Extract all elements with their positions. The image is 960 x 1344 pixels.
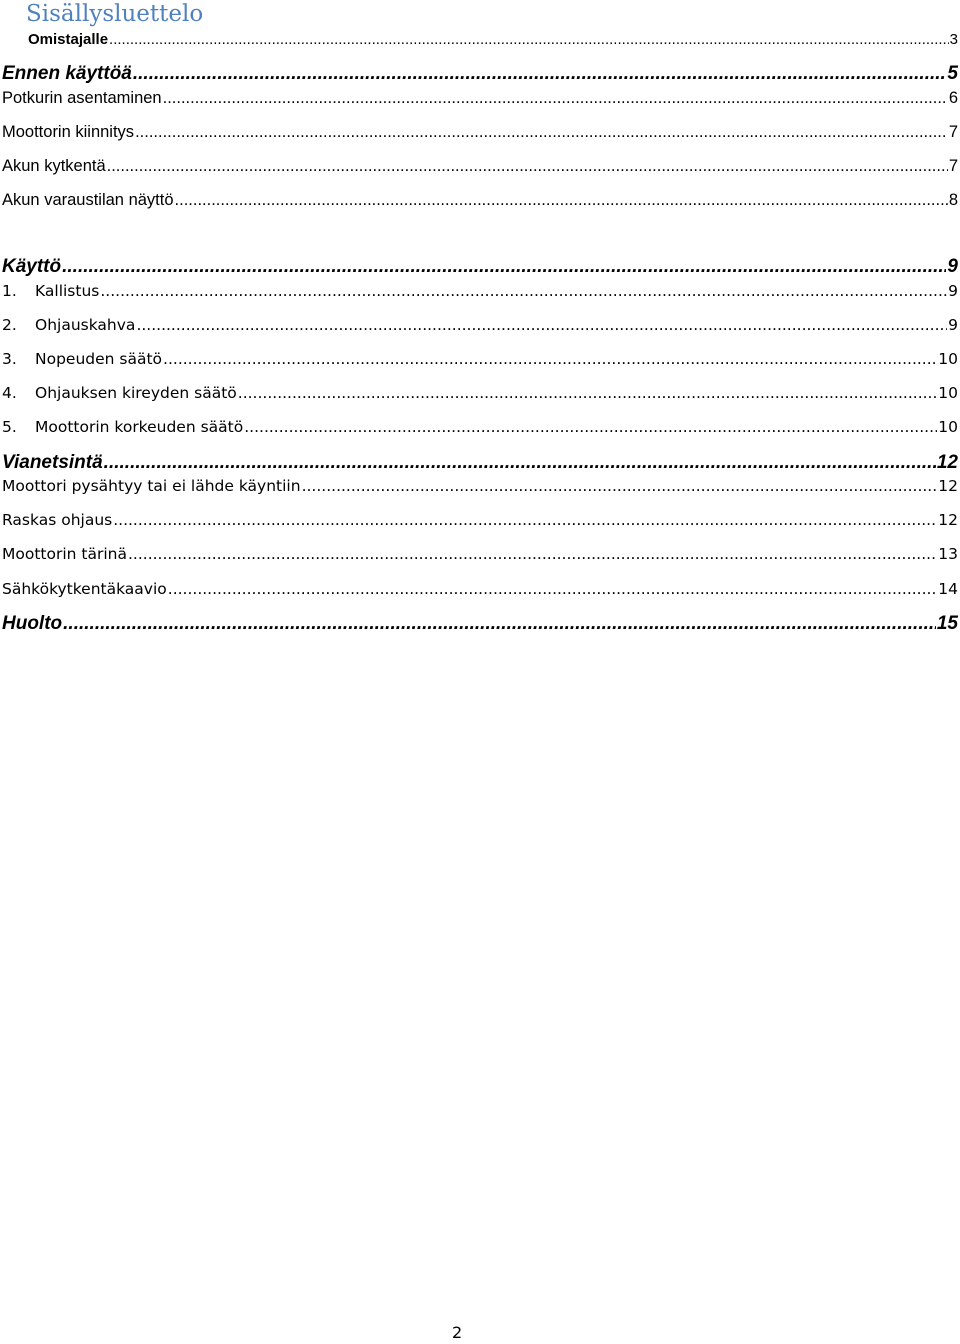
leader-dots [168, 580, 938, 598]
leader-dots [63, 613, 936, 635]
toc-entry-number: 1. [2, 282, 17, 300]
leader-dots [238, 384, 937, 402]
leader-dots [113, 511, 937, 529]
toc-section-troubleshooting[interactable] [2, 452, 958, 474]
toc-entry[interactable] [2, 350, 958, 368]
toc-entry-page: 3 [949, 31, 958, 48]
toc-section-page: 9 [947, 256, 958, 277]
toc-entry[interactable] [2, 511, 958, 529]
leader-dots [302, 477, 938, 495]
toc-entry-page: 9 [948, 316, 958, 334]
toc-entry-label: 2. Ohjauskahva [2, 316, 136, 334]
toc-entry-number: 5. [2, 418, 17, 436]
toc-section-page: 5 [947, 63, 958, 84]
toc-entry-label: Sähkökytkentäkaavio [2, 580, 167, 598]
toc-entry[interactable] [2, 477, 958, 495]
toc-entry[interactable] [2, 282, 958, 300]
toc-section-page: 15 [936, 613, 958, 634]
toc-entry[interactable] [2, 123, 958, 142]
toc-entry[interactable] [2, 191, 958, 210]
leader-dots [163, 89, 948, 108]
leader-dots [133, 63, 947, 85]
toc-entry-page: 13 [938, 545, 958, 563]
toc-entry[interactable] [2, 418, 958, 436]
toc-title: Sisällysluettelo [26, 1, 204, 27]
toc-entry[interactable] [2, 545, 958, 563]
toc-entry-page: 12 [938, 511, 958, 529]
leader-dots [100, 282, 947, 300]
toc-entry-page: 10 [938, 418, 958, 436]
leader-dots [109, 31, 949, 48]
toc-entry-page: 14 [938, 580, 958, 598]
toc-entry-label: Moottorin kiinnitys [2, 123, 135, 141]
leader-dots [175, 191, 948, 210]
toc-entry-label: Moottori pysähtyy tai ei lähde käyntiin [2, 477, 301, 495]
toc-section-label: Ennen käyttöä [2, 63, 132, 84]
toc-entry-number: 2. [2, 316, 17, 334]
toc-entry[interactable] [2, 384, 958, 402]
toc-entry-label: 5. Moottorin korkeuden säätö [2, 418, 244, 436]
toc-section-usage[interactable] [2, 256, 958, 278]
toc-entry-page: 6 [948, 89, 958, 107]
toc-entry-label: 4. Ohjauksen kireyden säätö [2, 384, 237, 402]
toc-entry-page: 8 [948, 191, 958, 209]
toc-entry-page: 7 [948, 123, 958, 141]
leader-dots [163, 350, 937, 368]
toc-entry-page: 10 [938, 384, 958, 402]
toc-section-label: Vianetsintä [2, 452, 103, 473]
toc-entry[interactable] [2, 580, 958, 598]
page-number: 2 [452, 1323, 463, 1342]
toc-entry-label: Akun kytkentä [2, 157, 106, 175]
toc-section-maintenance[interactable] [2, 613, 958, 635]
leader-dots [128, 545, 937, 563]
toc-entry-label: Raskas ohjaus [2, 511, 113, 529]
toc-section-label: Huolto [2, 613, 63, 634]
leader-dots [244, 418, 937, 436]
toc-section-page: 12 [936, 452, 958, 473]
toc-entry-label: Omistajalle [28, 31, 109, 48]
toc-entry-page: 10 [938, 350, 958, 368]
toc-entry-label: Potkurin asentaminen [2, 89, 162, 107]
toc-entry-label: 1. Kallistus [2, 282, 100, 300]
toc-entry-label: 3. Nopeuden säätö [2, 350, 163, 368]
toc-entry-page: 7 [948, 157, 958, 175]
toc-entry-number: 3. [2, 350, 17, 368]
toc-entry-label: Akun varaustilan näyttö [2, 191, 174, 209]
toc-entry[interactable] [2, 89, 958, 108]
toc-entry[interactable] [2, 316, 958, 334]
toc-section-label: Käyttö [2, 256, 62, 277]
leader-dots [107, 157, 948, 176]
toc-entry-owner[interactable] [28, 31, 958, 48]
leader-dots [104, 452, 936, 474]
toc-entry-label: Moottorin tärinä [2, 545, 127, 563]
toc-section-before-use[interactable] [2, 63, 958, 85]
leader-dots [135, 123, 948, 142]
toc-entry-page: 9 [948, 282, 958, 300]
toc-entry[interactable] [2, 157, 958, 176]
leader-dots [136, 316, 947, 334]
leader-dots [62, 256, 946, 278]
toc-entry-page: 12 [938, 477, 958, 495]
toc-entry-number: 4. [2, 384, 17, 402]
